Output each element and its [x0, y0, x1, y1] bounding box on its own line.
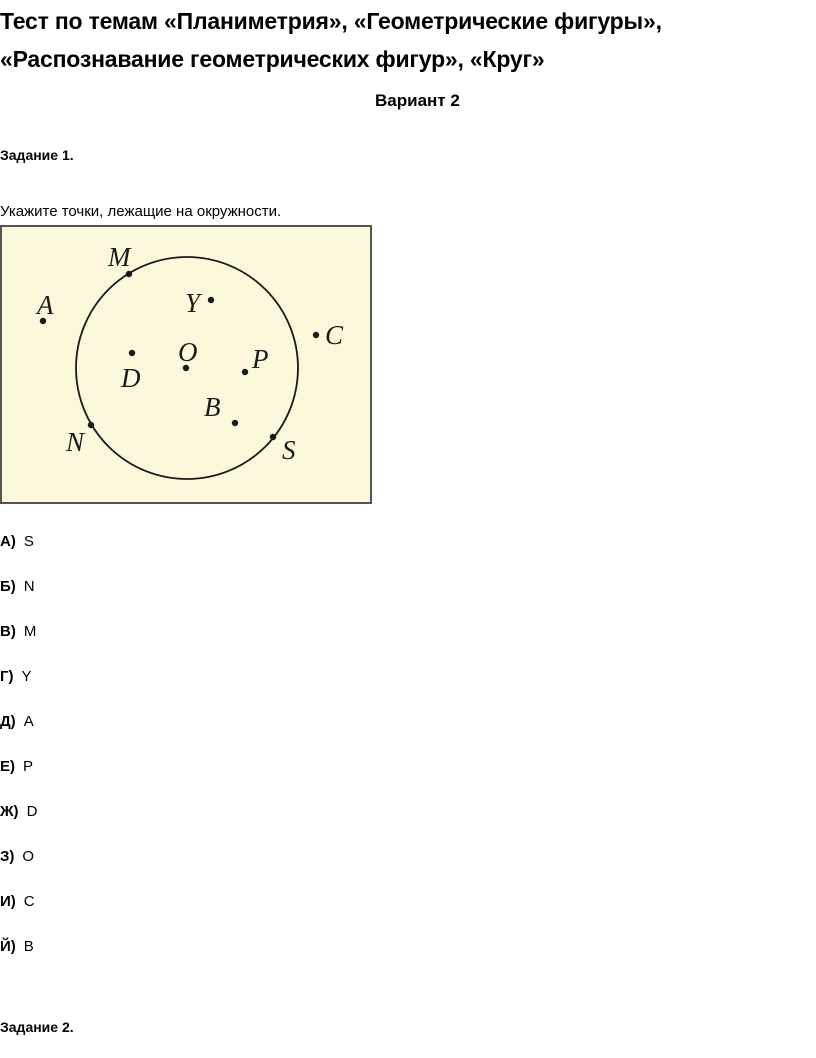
point-B-dot — [232, 420, 238, 426]
answer-value: O — [22, 848, 35, 865]
point-A-label: A — [37, 290, 54, 320]
task-1-heading: Задание 1. — [0, 147, 74, 163]
answer-value: P — [23, 758, 34, 775]
answer-value: Y — [21, 668, 32, 685]
point-B-label: B — [204, 392, 221, 422]
answer-option[interactable] — [0, 621, 37, 666]
answer-option[interactable] — [0, 666, 37, 711]
point-P-dot — [242, 369, 248, 375]
answer-value: B — [23, 938, 34, 955]
answer-value: M — [23, 623, 37, 640]
answer-value: N — [23, 578, 35, 595]
point-S-label: S — [282, 435, 296, 465]
answer-value: C — [23, 893, 35, 910]
point-D-label: D — [121, 363, 141, 393]
answer-letter: З) — [0, 848, 15, 865]
point-O-label: O — [178, 337, 198, 367]
point-M-label: M — [108, 242, 131, 272]
test-title: Тест по темам «Планиметрия», «Геометрические фигуры», «Распознавание геометрических фигур», «Круг» — [0, 8, 662, 72]
answer-letter: А) — [0, 533, 16, 550]
point-Y-dot — [208, 297, 214, 303]
answer-letter: В) — [0, 623, 16, 640]
answer-option[interactable] — [0, 711, 37, 756]
point-P-label: P — [252, 344, 269, 374]
task-2-heading: Задание 2. — [0, 1019, 74, 1035]
point-Y-label: Y — [185, 288, 201, 318]
answer-option[interactable] — [0, 891, 37, 936]
answer-value: S — [23, 533, 34, 550]
answer-letter: Г) — [0, 668, 14, 685]
answer-option[interactable] — [0, 801, 37, 846]
answer-letter: Й) — [0, 938, 16, 955]
answer-option[interactable] — [0, 531, 37, 576]
point-S-dot — [270, 434, 276, 440]
answer-letter: Б) — [0, 578, 16, 595]
point-C-label: C — [325, 320, 344, 350]
point-C-dot — [313, 332, 319, 338]
answer-option[interactable] — [0, 576, 37, 621]
answer-option[interactable] — [0, 756, 37, 801]
point-N-label: N — [66, 427, 85, 457]
answer-value: D — [26, 803, 38, 820]
answer-value: A — [23, 713, 34, 730]
task-1-question: Укажите точки, лежащие на окружности. — [0, 203, 282, 220]
answer-option[interactable] — [0, 936, 37, 981]
circle-figure — [0, 225, 372, 504]
point-D-dot — [129, 350, 135, 356]
answer-letter: Е) — [0, 758, 15, 775]
answer-letter: И) — [0, 893, 16, 910]
answer-letter: Д) — [0, 713, 16, 730]
answer-options — [0, 531, 37, 981]
answer-option[interactable] — [0, 846, 37, 891]
answer-letter: Ж) — [0, 803, 19, 820]
variant-label: Вариант 2 — [375, 91, 460, 110]
point-N-dot — [88, 422, 94, 428]
